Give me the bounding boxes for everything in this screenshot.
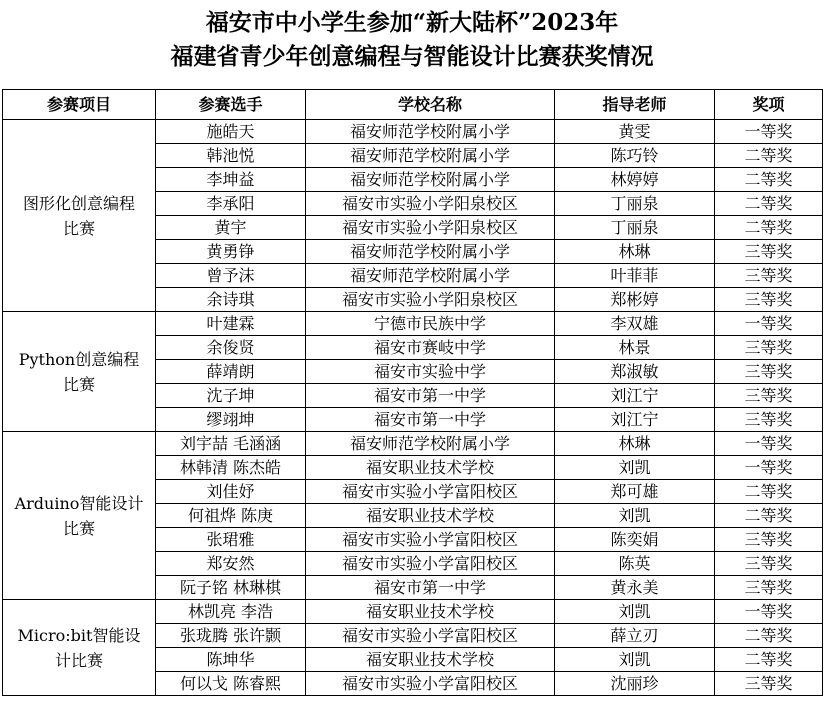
- player-cell: 李坤益: [156, 168, 306, 192]
- table-row: [3, 120, 823, 144]
- player-cell: 张珑腾 张许颢: [156, 624, 306, 648]
- teacher-cell: 丁丽泉: [555, 192, 715, 216]
- player-cell: 沈子坤: [156, 384, 306, 408]
- school-cell: 福安市实验小学富阳校区: [306, 528, 555, 552]
- award-cell: 三等奖: [715, 576, 823, 600]
- award-cell: 一等奖: [715, 600, 823, 624]
- player-cell: 缪翊坤: [156, 408, 306, 432]
- school-cell: 福安市赛岐中学: [306, 336, 555, 360]
- school-cell: 福安职业技术学校: [306, 600, 555, 624]
- awards-table: [2, 89, 823, 696]
- teacher-cell: 林琳: [555, 240, 715, 264]
- player-cell: 韩池悦: [156, 144, 306, 168]
- player-cell: 张珺雅: [156, 528, 306, 552]
- school-cell: 福安职业技术学校: [306, 504, 555, 528]
- header-player: 参赛选手: [156, 90, 306, 120]
- category-label-line: 图形化创意编程: [22, 193, 135, 213]
- table-row: [3, 432, 823, 456]
- teacher-cell: 林婷婷: [555, 168, 715, 192]
- player-cell: 叶建霖: [156, 312, 306, 336]
- document-title: [0, 0, 824, 82]
- teacher-cell: 刘江宁: [555, 384, 715, 408]
- player-cell: 李承阳: [156, 192, 306, 216]
- school-cell: 福安市实验小学富阳校区: [306, 480, 555, 504]
- category-label-line: Python创意编程: [18, 349, 140, 369]
- award-cell: 二等奖: [715, 480, 823, 504]
- teacher-cell: 黄永美: [555, 576, 715, 600]
- school-cell: 福安市实验小学阳泉校区: [306, 288, 555, 312]
- school-cell: 福安市实验小学阳泉校区: [306, 216, 555, 240]
- school-cell: 福安市第一中学: [306, 384, 555, 408]
- table-row: [3, 312, 823, 336]
- school-cell: 福安市第一中学: [306, 408, 555, 432]
- school-cell: 福安市实验小学阳泉校区: [306, 192, 555, 216]
- award-cell: 二等奖: [715, 504, 823, 528]
- player-cell: 黄勇铮: [156, 240, 306, 264]
- player-cell: 曾予沫: [156, 264, 306, 288]
- award-cell: 一等奖: [715, 432, 823, 456]
- school-cell: 福安师范学校附属小学: [306, 432, 555, 456]
- award-cell: 三等奖: [715, 288, 823, 312]
- player-cell: 陈坤华: [156, 648, 306, 672]
- school-cell: 福安师范学校附属小学: [306, 120, 555, 144]
- award-cell: 三等奖: [715, 552, 823, 576]
- teacher-cell: 郑可雄: [555, 480, 715, 504]
- teacher-cell: 丁丽泉: [555, 216, 715, 240]
- award-cell: 二等奖: [715, 624, 823, 648]
- teacher-cell: 陈英: [555, 552, 715, 576]
- category-cell: [3, 432, 156, 600]
- teacher-cell: 黄雯: [555, 120, 715, 144]
- award-cell: 三等奖: [715, 336, 823, 360]
- award-cell: 三等奖: [715, 264, 823, 288]
- award-cell: 一等奖: [715, 120, 823, 144]
- award-cell: 二等奖: [715, 216, 823, 240]
- award-cell: 三等奖: [715, 360, 823, 384]
- school-cell: 福安职业技术学校: [306, 456, 555, 480]
- player-cell: 施皓天: [156, 120, 306, 144]
- teacher-cell: 刘凯: [555, 456, 715, 480]
- header-project: 参赛项目: [3, 90, 156, 120]
- category-label-line: 比赛: [62, 374, 95, 394]
- teacher-cell: 叶菲菲: [555, 264, 715, 288]
- award-cell: 三等奖: [715, 384, 823, 408]
- teacher-cell: 刘凯: [555, 504, 715, 528]
- category-cell: [3, 120, 156, 312]
- category-label-line: 计比赛: [54, 650, 103, 670]
- table-body: [3, 120, 823, 696]
- teacher-cell: 沈丽珍: [555, 672, 715, 696]
- header-school: 学校名称: [306, 90, 555, 120]
- player-cell: 郑安然: [156, 552, 306, 576]
- title-line-1: 福安市中小学生参加“新大陆杯”2023年: [205, 9, 619, 36]
- award-cell: 二等奖: [715, 168, 823, 192]
- school-cell: 福安师范学校附属小学: [306, 240, 555, 264]
- player-cell: 刘佳妤: [156, 480, 306, 504]
- teacher-cell: 林琳: [555, 432, 715, 456]
- teacher-cell: 刘凯: [555, 648, 715, 672]
- award-cell: 三等奖: [715, 528, 823, 552]
- award-cell: 一等奖: [715, 456, 823, 480]
- award-cell: 二等奖: [715, 144, 823, 168]
- header-teacher: 指导老师: [555, 90, 715, 120]
- teacher-cell: 李双雄: [555, 312, 715, 336]
- player-cell: 林韩清 陈杰皓: [156, 456, 306, 480]
- school-cell: 福安师范学校附属小学: [306, 264, 555, 288]
- player-cell: 刘宇喆 毛涵涵: [156, 432, 306, 456]
- teacher-cell: 林景: [555, 336, 715, 360]
- header-award: 奖项: [715, 90, 823, 120]
- school-cell: 福安市第一中学: [306, 576, 555, 600]
- header-row: [3, 90, 823, 120]
- player-cell: 阮子铭 林琳棋: [156, 576, 306, 600]
- school-cell: 福安市实验小学富阳校区: [306, 552, 555, 576]
- player-cell: 何祖烨 陈庚: [156, 504, 306, 528]
- school-cell: 福安市实验小学富阳校区: [306, 672, 555, 696]
- teacher-cell: 薛立刃: [555, 624, 715, 648]
- award-cell: 二等奖: [715, 192, 823, 216]
- table-row: [3, 600, 823, 624]
- teacher-cell: 陈巧铃: [555, 144, 715, 168]
- school-cell: 宁德市民族中学: [306, 312, 555, 336]
- teacher-cell: 陈奕娟: [555, 528, 715, 552]
- award-cell: 三等奖: [715, 672, 823, 696]
- award-cell: 三等奖: [715, 240, 823, 264]
- teacher-cell: 刘凯: [555, 600, 715, 624]
- player-cell: 林凯亮 李浩: [156, 600, 306, 624]
- category-cell: [3, 600, 156, 696]
- award-cell: 二等奖: [715, 648, 823, 672]
- school-cell: 福安师范学校附属小学: [306, 144, 555, 168]
- school-cell: 福安职业技术学校: [306, 648, 555, 672]
- school-cell: 福安市实验中学: [306, 360, 555, 384]
- player-cell: 余诗琪: [156, 288, 306, 312]
- award-cell: 一等奖: [715, 312, 823, 336]
- title-line-2: 福建省青少年创意编程与智能设计比赛获奖情况: [170, 43, 654, 70]
- teacher-cell: 刘江宁: [555, 408, 715, 432]
- school-cell: 福安市实验小学富阳校区: [306, 624, 555, 648]
- player-cell: 余俊贤: [156, 336, 306, 360]
- player-cell: 何以戈 陈睿熙: [156, 672, 306, 696]
- player-cell: 薛靖朗: [156, 360, 306, 384]
- award-cell: 三等奖: [715, 408, 823, 432]
- teacher-cell: 郑淑敏: [555, 360, 715, 384]
- category-label-line: Micro:bit智能设: [17, 625, 141, 645]
- teacher-cell: 郑彬婷: [555, 288, 715, 312]
- category-label-line: Arduino智能设计: [14, 493, 144, 513]
- category-label-line: 比赛: [62, 218, 95, 238]
- category-label-line: 比赛: [62, 518, 95, 538]
- school-cell: 福安师范学校附属小学: [306, 168, 555, 192]
- player-cell: 黄宇: [156, 216, 306, 240]
- category-cell: [3, 312, 156, 432]
